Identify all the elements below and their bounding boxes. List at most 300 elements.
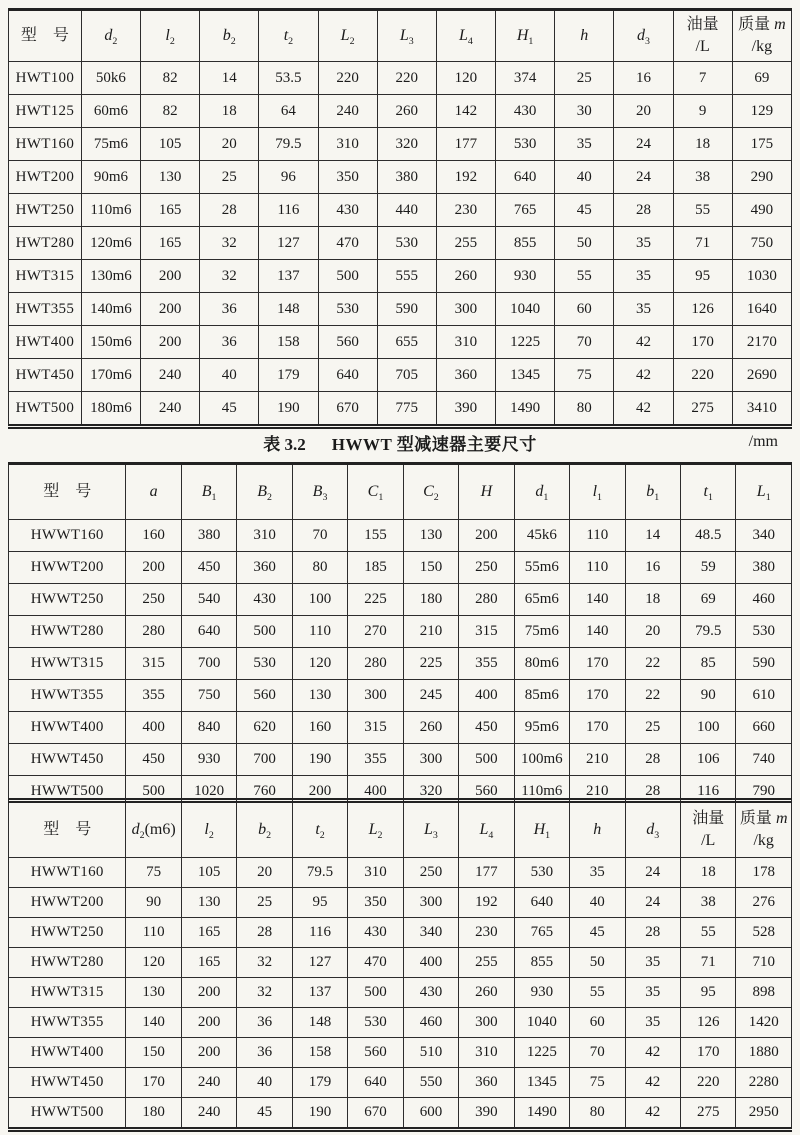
column-header: h — [570, 803, 625, 858]
table-row — [9, 128, 792, 161]
table-cell: 110m6 — [514, 776, 569, 808]
table-cell: 106 — [680, 744, 735, 776]
table-cell: 470 — [348, 948, 403, 978]
table-cell: 28 — [625, 776, 680, 808]
table-cell: 250 — [126, 584, 181, 616]
column-header: 型 号 — [9, 465, 126, 520]
model-cell: HWWT400 — [9, 712, 126, 744]
table-cell: 116 — [292, 918, 347, 948]
table-cell: 528 — [736, 918, 792, 948]
table-cell: 165 — [140, 194, 199, 227]
table-cell: 24 — [625, 888, 680, 918]
table-cell: 35 — [625, 948, 680, 978]
table-cell: 20 — [200, 128, 259, 161]
table-cell: 855 — [514, 948, 569, 978]
column-header: $L_2$ — [348, 803, 403, 858]
table-row — [9, 978, 792, 1008]
table-cell: 640 — [318, 359, 377, 392]
table-cell: 240 — [181, 1068, 236, 1098]
table-cell: 75m6 — [81, 128, 140, 161]
table-cell: 430 — [496, 95, 555, 128]
table-cell: 90 — [680, 680, 735, 712]
table-cell: 177 — [436, 128, 495, 161]
table-cell: 35 — [614, 260, 673, 293]
table-cell: 50 — [555, 227, 614, 260]
table-cell: 530 — [496, 128, 555, 161]
table-cell: 530 — [736, 616, 792, 648]
table-cell: 40 — [237, 1068, 292, 1098]
column-header: $H_1$ — [514, 803, 569, 858]
table-cell: 640 — [496, 161, 555, 194]
table-cell: 390 — [436, 392, 495, 425]
table-cell: 700 — [181, 648, 236, 680]
table-cell: 80 — [555, 392, 614, 425]
table-cell: 16 — [614, 62, 673, 95]
column-header: $b_2$ — [200, 11, 259, 62]
table-cell: 300 — [436, 293, 495, 326]
table-cell: 32 — [237, 978, 292, 1008]
table-number: 表 3.2 — [263, 434, 306, 454]
table-cell: 750 — [732, 227, 791, 260]
table-row — [9, 584, 792, 616]
table-cell: 95m6 — [514, 712, 569, 744]
table-cell: 158 — [292, 1038, 347, 1068]
column-header: $L_1$ — [736, 465, 792, 520]
table-cell: 280 — [459, 584, 514, 616]
table-cell: 127 — [292, 948, 347, 978]
table-cell: 555 — [377, 260, 436, 293]
table-cell: 64 — [259, 95, 318, 128]
model-cell: HWT100 — [9, 62, 82, 95]
table-cell: 105 — [140, 128, 199, 161]
table-cell: 930 — [181, 744, 236, 776]
column-header: $b_1$ — [625, 465, 680, 520]
table-cell: 185 — [348, 552, 403, 584]
table-cell: 20 — [614, 95, 673, 128]
table-cell: 7 — [673, 62, 732, 95]
table-cell: 374 — [496, 62, 555, 95]
model-cell: HWWT450 — [9, 1068, 126, 1098]
table-cell: 765 — [496, 194, 555, 227]
table-cell: 18 — [673, 128, 732, 161]
table-cell: 1490 — [496, 392, 555, 425]
table-cell: 500 — [126, 776, 181, 808]
table-cell: 1040 — [514, 1008, 569, 1038]
table-cell: 55 — [555, 260, 614, 293]
table-cell: 270 — [348, 616, 403, 648]
table-cell: 35 — [625, 1008, 680, 1038]
hwwt-main-table-section — [8, 462, 792, 807]
hwt-table-section — [8, 8, 792, 429]
table-cell: 930 — [514, 978, 569, 1008]
column-header: H — [459, 465, 514, 520]
table-cell: 220 — [377, 62, 436, 95]
hwwt-shaft-table-section — [8, 798, 792, 1132]
table-cell: 280 — [126, 616, 181, 648]
table-cell: 45 — [555, 194, 614, 227]
table-cell: 540 — [181, 584, 236, 616]
table-cell: 28 — [625, 744, 680, 776]
table-cell: 500 — [237, 616, 292, 648]
table-cell: 55 — [673, 194, 732, 227]
table-cell: 32 — [200, 227, 259, 260]
table-cell: 500 — [348, 978, 403, 1008]
table-row — [9, 552, 792, 584]
table-row — [9, 1068, 792, 1098]
table-cell: 670 — [318, 392, 377, 425]
table-cell: 28 — [625, 918, 680, 948]
table-cell: 126 — [680, 1008, 735, 1038]
column-header: $H_1$ — [496, 11, 555, 62]
table-cell: 190 — [292, 744, 347, 776]
table-cell: 200 — [126, 552, 181, 584]
table-cell: 220 — [680, 1068, 735, 1098]
table-cell: 155 — [348, 520, 403, 552]
table-cell: 158 — [259, 326, 318, 359]
table-cell: 25 — [555, 62, 614, 95]
model-cell: HWWT500 — [9, 1098, 126, 1128]
table-cell: 355 — [459, 648, 514, 680]
table-cell: 240 — [318, 95, 377, 128]
table-cell: 240 — [140, 359, 199, 392]
table-cell: 610 — [736, 680, 792, 712]
table-cell: 530 — [237, 648, 292, 680]
table-cell: 178 — [736, 858, 792, 888]
column-header: $L_4$ — [459, 803, 514, 858]
table-cell: 60 — [555, 293, 614, 326]
table-cell: 22 — [625, 648, 680, 680]
table-cell: 55 — [570, 978, 625, 1008]
table-cell: 530 — [318, 293, 377, 326]
table-row — [9, 1098, 792, 1128]
table-cell: 192 — [436, 161, 495, 194]
hwwt-main-dimensions-table — [8, 465, 792, 807]
table-cell: 310 — [348, 858, 403, 888]
table-cell: 42 — [625, 1038, 680, 1068]
table-cell: 390 — [459, 1098, 514, 1128]
table-cell: 36 — [237, 1038, 292, 1068]
table-cell: 1225 — [514, 1038, 569, 1068]
table-cell: 140 — [570, 616, 625, 648]
hwt-dimensions-table — [8, 11, 792, 424]
table-cell: 255 — [436, 227, 495, 260]
table-cell: 75 — [126, 858, 181, 888]
table-cell: 490 — [732, 194, 791, 227]
table-cell: 710 — [736, 948, 792, 978]
table-cell: 460 — [403, 1008, 458, 1038]
table-cell: 140 — [570, 584, 625, 616]
model-cell: HWT160 — [9, 128, 82, 161]
table-cell: 315 — [126, 648, 181, 680]
table-cell: 70 — [570, 1038, 625, 1068]
table-cell: 160 — [126, 520, 181, 552]
table-cell: 28 — [237, 918, 292, 948]
table-cell: 130 — [181, 888, 236, 918]
column-header: $L_4$ — [436, 11, 495, 62]
table-cell: 400 — [403, 948, 458, 978]
column-header: 油量 /L — [680, 803, 735, 858]
table-cell: 150 — [403, 552, 458, 584]
table-cell: 655 — [377, 326, 436, 359]
column-header: $C_1$ — [348, 465, 403, 520]
table-cell: 225 — [403, 648, 458, 680]
table-cell: 530 — [348, 1008, 403, 1038]
table-cell: 220 — [673, 359, 732, 392]
table-cell: 75 — [555, 359, 614, 392]
column-header: $B_1$ — [181, 465, 236, 520]
table-cell: 560 — [459, 776, 514, 808]
table-cell: 200 — [181, 1038, 236, 1068]
table-cell: 42 — [614, 359, 673, 392]
table-cell: 175 — [732, 128, 791, 161]
table-row — [9, 712, 792, 744]
table-cell: 160 — [292, 712, 347, 744]
table-cell: 140 — [126, 1008, 181, 1038]
table-cell: 42 — [614, 392, 673, 425]
table-cell: 240 — [140, 392, 199, 425]
table-cell: 42 — [625, 1098, 680, 1128]
table-cell: 300 — [348, 680, 403, 712]
table-cell: 18 — [200, 95, 259, 128]
table-cell: 740 — [736, 744, 792, 776]
table-cell: 460 — [736, 584, 792, 616]
table-cell: 130 — [403, 520, 458, 552]
table-cell: 105 — [181, 858, 236, 888]
table-caption — [8, 426, 792, 458]
table-cell: 470 — [318, 227, 377, 260]
table-cell: 200 — [140, 260, 199, 293]
table-cell: 290 — [732, 161, 791, 194]
table-cell: 148 — [259, 293, 318, 326]
table-cell: 14 — [200, 62, 259, 95]
table-row — [9, 520, 792, 552]
table-cell: 42 — [614, 326, 673, 359]
column-header: $L_3$ — [377, 11, 436, 62]
table-cell: 240 — [181, 1098, 236, 1128]
table-cell: 65m6 — [514, 584, 569, 616]
table-cell: 130 — [140, 161, 199, 194]
table-cell: 82 — [140, 62, 199, 95]
table-row — [9, 293, 792, 326]
table-cell: 380 — [377, 161, 436, 194]
column-header: 油量 /L — [673, 11, 732, 62]
table-cell: 127 — [259, 227, 318, 260]
table-cell: 210 — [403, 616, 458, 648]
table-row — [9, 62, 792, 95]
table-cell: 430 — [318, 194, 377, 227]
table-cell: 24 — [614, 128, 673, 161]
table-cell: 200 — [140, 293, 199, 326]
table-cell: 80 — [570, 1098, 625, 1128]
table-cell: 22 — [625, 680, 680, 712]
table-row — [9, 260, 792, 293]
table-cell: 260 — [377, 95, 436, 128]
table-row — [9, 888, 792, 918]
model-cell: HWWT280 — [9, 616, 126, 648]
table-cell: 177 — [459, 858, 514, 888]
model-cell: HWWT250 — [9, 918, 126, 948]
table-cell: 35 — [614, 293, 673, 326]
table-cell: 148 — [292, 1008, 347, 1038]
table-cell: 760 — [237, 776, 292, 808]
table-cell: 110 — [570, 552, 625, 584]
table-cell: 640 — [181, 616, 236, 648]
table-cell: 36 — [200, 326, 259, 359]
column-header: $l_2$ — [140, 11, 199, 62]
model-cell: HWT400 — [9, 326, 82, 359]
table-cell: 1345 — [514, 1068, 569, 1098]
model-cell: HWWT200 — [9, 552, 126, 584]
table-cell: 20 — [237, 858, 292, 888]
table-cell: 50 — [570, 948, 625, 978]
table-cell: 85 — [680, 648, 735, 680]
table-cell: 310 — [237, 520, 292, 552]
table-cell: 550 — [403, 1068, 458, 1098]
table-cell: 190 — [259, 392, 318, 425]
table-cell: 590 — [377, 293, 436, 326]
table-cell: 85m6 — [514, 680, 569, 712]
table-cell: 165 — [181, 918, 236, 948]
table-cell: 360 — [436, 359, 495, 392]
table-cell: 840 — [181, 712, 236, 744]
model-cell: HWWT400 — [9, 1038, 126, 1068]
table-cell: 350 — [318, 161, 377, 194]
column-header: $d_3$ — [614, 11, 673, 62]
column-header: $B_2$ — [237, 465, 292, 520]
table-cell: 2950 — [736, 1098, 792, 1128]
table-cell: 95 — [680, 978, 735, 1008]
column-header: 质量 m /kg — [732, 11, 791, 62]
table-row — [9, 326, 792, 359]
table-cell: 35 — [625, 978, 680, 1008]
table-cell: 250 — [459, 552, 514, 584]
table-cell: 80m6 — [514, 648, 569, 680]
table-cell: 315 — [459, 616, 514, 648]
table-cell: 620 — [237, 712, 292, 744]
table-cell: 450 — [126, 744, 181, 776]
table-cell: 640 — [348, 1068, 403, 1098]
table-cell: 670 — [348, 1098, 403, 1128]
table-row — [9, 948, 792, 978]
table-cell: 1030 — [732, 260, 791, 293]
header-row — [9, 11, 792, 62]
table-cell: 170 — [570, 712, 625, 744]
table-cell: 69 — [732, 62, 791, 95]
table-cell: 100 — [680, 712, 735, 744]
table-cell: 320 — [377, 128, 436, 161]
table-cell: 1020 — [181, 776, 236, 808]
table-cell: 260 — [436, 260, 495, 293]
table-cell: 380 — [736, 552, 792, 584]
table-cell: 170m6 — [81, 359, 140, 392]
model-cell: HWWT315 — [9, 648, 126, 680]
table-cell: 165 — [181, 948, 236, 978]
table-cell: 137 — [292, 978, 347, 1008]
table-row — [9, 1038, 792, 1068]
table-cell: 180 — [126, 1098, 181, 1128]
table-cell: 1880 — [736, 1038, 792, 1068]
table-cell: 48.5 — [680, 520, 735, 552]
model-cell: HWWT315 — [9, 978, 126, 1008]
table-cell: 450 — [181, 552, 236, 584]
table-cell: 275 — [680, 1098, 735, 1128]
table-cell: 170 — [680, 1038, 735, 1068]
table-cell: 190 — [292, 1098, 347, 1128]
table-row — [9, 858, 792, 888]
table-cell: 110 — [126, 918, 181, 948]
table-cell: 700 — [237, 744, 292, 776]
table-cell: 250 — [403, 858, 458, 888]
table-cell: 150m6 — [81, 326, 140, 359]
table-row — [9, 744, 792, 776]
column-header: $l_2$ — [181, 803, 236, 858]
table-cell: 179 — [292, 1068, 347, 1098]
table-cell: 179 — [259, 359, 318, 392]
table-cell: 790 — [736, 776, 792, 808]
table-cell: 230 — [436, 194, 495, 227]
unit-label: /mm — [748, 433, 778, 450]
table-cell: 9 — [673, 95, 732, 128]
table-cell: 530 — [377, 227, 436, 260]
table-row — [9, 227, 792, 260]
table-cell: 765 — [514, 918, 569, 948]
model-cell: HWT125 — [9, 95, 82, 128]
model-cell: HWWT355 — [9, 1008, 126, 1038]
table-cell: 2690 — [732, 359, 791, 392]
table-cell: 1490 — [514, 1098, 569, 1128]
model-cell: HWT200 — [9, 161, 82, 194]
table-cell: 530 — [514, 858, 569, 888]
table-cell: 192 — [459, 888, 514, 918]
table-cell: 70 — [555, 326, 614, 359]
model-cell: HWT250 — [9, 194, 82, 227]
table-cell: 130 — [292, 680, 347, 712]
table-cell: 20 — [625, 616, 680, 648]
table-cell: 14 — [625, 520, 680, 552]
table-title: HWWT 型减速器主要尺寸 — [331, 434, 537, 454]
table-cell: 36 — [237, 1008, 292, 1038]
model-cell: HWT315 — [9, 260, 82, 293]
table-cell: 170 — [673, 326, 732, 359]
table-cell: 130 — [126, 978, 181, 1008]
table-cell: 200 — [181, 1008, 236, 1038]
table-cell: 60m6 — [81, 95, 140, 128]
table-cell: 210 — [570, 776, 625, 808]
table-cell: 25 — [237, 888, 292, 918]
model-cell: HWWT250 — [9, 584, 126, 616]
table-cell: 560 — [318, 326, 377, 359]
table-cell: 79.5 — [680, 616, 735, 648]
table-cell: 165 — [140, 227, 199, 260]
column-header: $C_2$ — [403, 465, 458, 520]
table-cell: 430 — [237, 584, 292, 616]
table-cell: 75m6 — [514, 616, 569, 648]
table-cell: 315 — [348, 712, 403, 744]
column-header: $L_3$ — [403, 803, 458, 858]
table-cell: 42 — [625, 1068, 680, 1098]
column-header: a — [126, 465, 181, 520]
table-cell: 45 — [200, 392, 259, 425]
table-row — [9, 392, 792, 425]
column-header: h — [555, 11, 614, 62]
table-cell: 116 — [259, 194, 318, 227]
table-cell: 1420 — [736, 1008, 792, 1038]
table-cell: 170 — [570, 680, 625, 712]
table-row — [9, 95, 792, 128]
table-cell: 300 — [403, 888, 458, 918]
table-cell: 35 — [555, 128, 614, 161]
table-cell: 2170 — [732, 326, 791, 359]
